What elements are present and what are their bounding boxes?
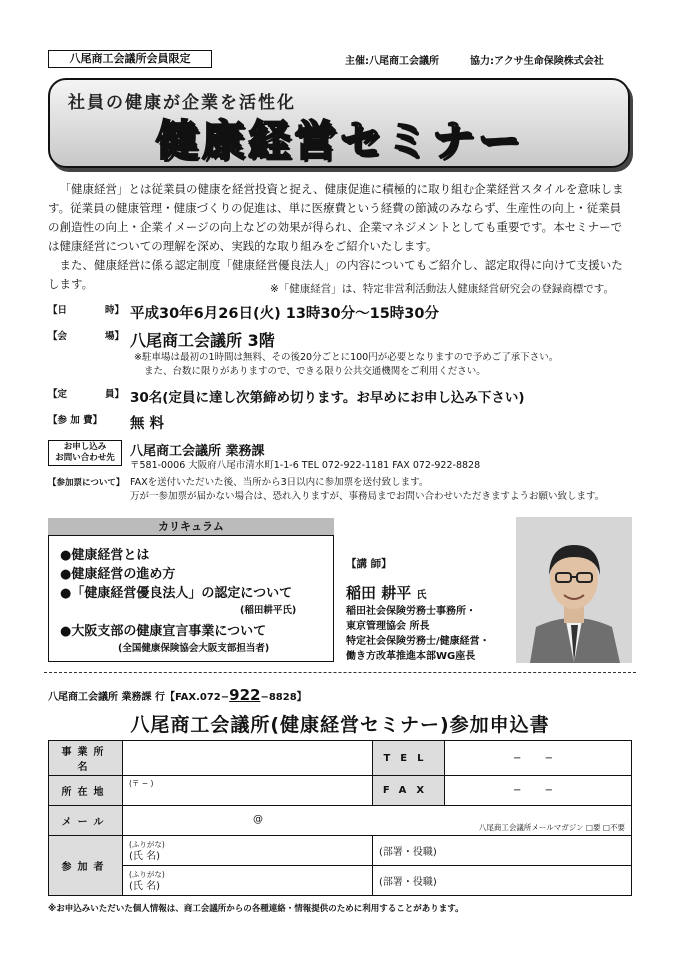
postal-code: (〒 − ) <box>129 779 154 788</box>
curriculum-heading: カリキュラム <box>48 518 334 536</box>
privacy-note: ※お申込みいただいた個人情報は、商工会議所からの各種連絡・情報提供のために利用することがあります。 <box>48 904 464 914</box>
ticket-row <box>48 476 604 504</box>
participant-2-dept[interactable] <box>373 866 632 896</box>
date-row <box>48 302 439 323</box>
contact-address: 〒581-0006 大阪府八尾市清水町1-1-6 TEL 072-922-1181 FAX 072-922-8828 <box>130 460 481 471</box>
capacity-label-b: 員】 <box>104 389 124 400</box>
venue-note-1: ※駐車場は最初の1時間は無料、その後20分ごとに100円が必要となりますので予めご了承下さい。 <box>134 352 559 363</box>
fax-field[interactable]: − − <box>445 776 632 806</box>
dept-label-2: (部署・役職) <box>379 877 437 888</box>
curriculum-note-4: (全国健康保険協会大阪支部担当者) <box>118 643 270 654</box>
mail-at: @ <box>253 814 263 825</box>
date-value: 平成30年6月26日(火) 13時30分〜15時30分 <box>130 306 439 322</box>
curriculum-note-3: (稲田耕平氏) <box>240 605 297 616</box>
curriculum-item-4: ●大阪支部の健康宣言事業について <box>60 624 267 639</box>
organizer: 主催:八尾商工会議所 <box>345 56 439 67</box>
fax-bold: 922 <box>229 686 261 704</box>
participant-2-name[interactable] <box>123 866 373 896</box>
fee-value: 無 料 <box>130 416 165 432</box>
fax-suffix: −8828】 <box>260 692 307 703</box>
form-title: 八尾商工会議所(健康経営セミナー)参加申込書 <box>130 714 550 736</box>
venue-label-a: 【会 <box>48 331 68 342</box>
application-form <box>48 740 632 896</box>
participant-1-name[interactable] <box>123 836 373 866</box>
capacity-value: 30名(定員に達し次第締め切ります。お早めにお申し込み下さい) <box>130 390 525 406</box>
name-label-2: (氏 名) <box>129 880 160 892</box>
intro-text <box>48 180 632 294</box>
curriculum-item-1: ●健康経営とは <box>60 548 150 563</box>
address-field[interactable] <box>123 776 373 806</box>
ticket-note-1: FAXを送付いただいた後、当所から3日以内に参加票を送付致します。 <box>130 477 429 488</box>
contact-label-2: お問い合わせ先 <box>55 453 115 463</box>
lecturer-label: 【講 師】 <box>346 558 392 570</box>
cooperator: 協力:アクサ生命保険株式会社 <box>470 56 604 67</box>
tel-field[interactable]: − − <box>445 741 632 776</box>
fee-label: 【参 加 費】 <box>48 415 103 426</box>
intro-paragraph-1: 「健康経営」とは従業員の健康を経営投資と捉え、健康促進に積極的に取り組む企業経営スタイルを意味します。従業員の健康管理・健康づくりの促進は、単に医療費という経費の節減のみならず、生産性の向上・従業員の創造性の向上・企業イメージの向上などの効果が得られ、企業マネジメントとしても重要です。本セミナーでは健康経営についての理解を深め、実践的な取り組みをご紹介いたします。 <box>48 182 624 253</box>
lecturer-name-text: 稲田 耕平 <box>346 584 412 602</box>
date-label-b: 時】 <box>104 305 124 316</box>
address-label: 所在地 <box>49 776 123 806</box>
lecturer-role-4: 働き方改革推進本部WG座長 <box>346 651 476 662</box>
ticket-label: 【参加票について】 <box>48 478 125 488</box>
lecturer-role-1: 稲田社会保険労務士事務所・ <box>346 606 476 617</box>
capacity-label-a: 【定 <box>48 389 68 400</box>
contact-label-1: お申し込み <box>63 442 107 452</box>
furigana-label-2: (ふりがな) <box>129 869 165 879</box>
fax-destination <box>48 686 307 704</box>
banner-subtitle: 社員の健康が企業を活性化 <box>68 93 296 113</box>
contact-value: 八尾商工会議所 業務課 <box>130 444 265 459</box>
venue-label-b: 場】 <box>104 331 124 342</box>
tel-label: TEL <box>373 741 445 776</box>
fee-row <box>48 412 164 433</box>
lecturer-role <box>346 604 490 664</box>
office-label: 事業所名 <box>49 741 123 776</box>
lecturer-role-2: 東京管理協会 所長 <box>346 621 430 632</box>
mail-field[interactable] <box>123 806 632 836</box>
page-title: 健康経営セミナー <box>155 116 524 165</box>
curriculum-item-2: ●健康経営の進め方 <box>60 567 176 582</box>
lecturer-role-3: 特定社会保険労務士/健康経営・ <box>346 636 490 647</box>
mail-label: メール <box>49 806 123 836</box>
dept-label-1: (部署・役職) <box>379 847 437 858</box>
participant-1-dept[interactable] <box>373 836 632 866</box>
curriculum-item-3: ●「健康経営優良法人」の認定について <box>60 586 293 601</box>
venue-row <box>48 328 558 379</box>
trademark-note: ※「健康経営」は、特定非営利活動法人健康経営研究会の登録商標です。 <box>270 283 614 295</box>
capacity-row <box>48 386 525 406</box>
intro-paragraph-2: また、健康経営に係る認定制度「健康経営優良法人」の内容についてもご紹介し、認定取得に向けて支援いたします。 <box>48 258 623 291</box>
members-only-badge: 八尾商工会議所会員限定 <box>48 50 212 68</box>
lecturer-photo <box>516 517 632 663</box>
ticket-note-2: 万が一参加票が届かない場合は、恐れ入りますが、事務局までお問い合わせいただきますようお願い致します。 <box>130 491 605 502</box>
furigana-label-1: (ふりがな) <box>129 839 165 849</box>
name-label-1: (氏 名) <box>129 850 160 862</box>
office-field[interactable] <box>123 741 373 776</box>
date-label-a: 【日 <box>48 305 68 316</box>
magazine-option[interactable]: 八尾商工会議所メールマガジン □要 □不要 <box>478 823 625 832</box>
fax-label: FAX <box>373 776 445 806</box>
venue-value: 八尾商工会議所 3階 <box>130 331 275 350</box>
contact-row <box>48 440 480 473</box>
lecturer-suffix: 氏 <box>416 590 427 601</box>
cut-line <box>44 672 636 673</box>
fax-prefix: 八尾商工会議所 業務課 行【FAX.072− <box>48 692 230 703</box>
participant-label: 参加者 <box>49 836 123 896</box>
lecturer-name <box>346 582 426 603</box>
person-photo-icon <box>516 517 632 663</box>
venue-note-2: また、台数に限りがありますので、できる限り公共交通機関をご利用ください。 <box>144 366 486 377</box>
